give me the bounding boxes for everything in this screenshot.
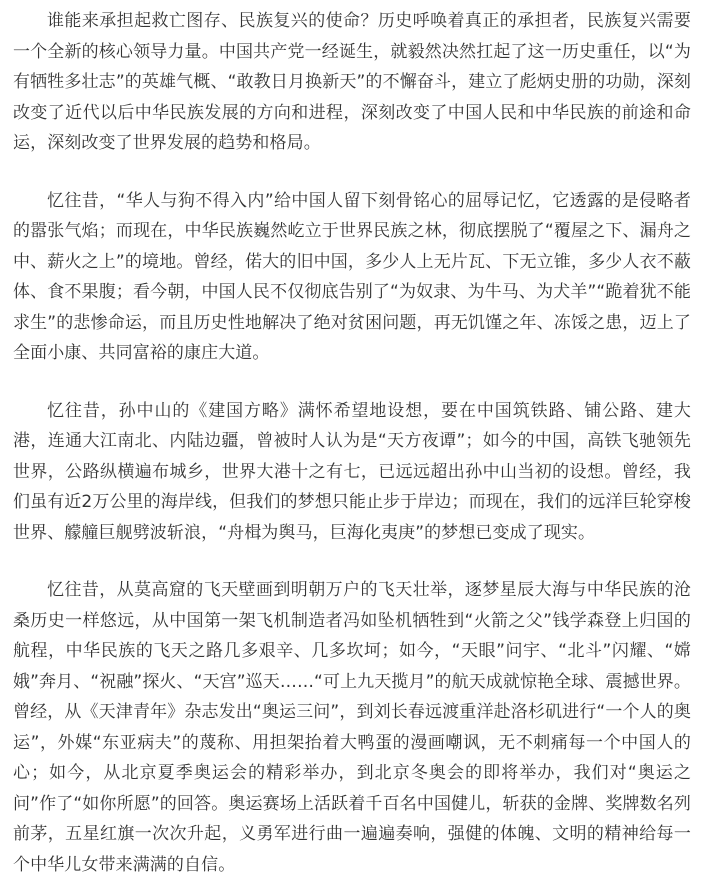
article-paragraph: 忆往昔，“华人与狗不得入内”给中国人留下刻骨铭心的屈辱记忆，它透露的是侵略者的嚣张气焰；而现在，中华民族巍然屹立于世界民族之林，彻底摆脱了“覆屋之下、漏舟之中、薪火之上”的境地。曾经，偌大的旧中国，多少人上无片瓦、下无立锥，多少人衣不蔽体、食不果腹；看今朝，中国人民不仅彻底告别了“为奴隶、为牛马、为犬羊”“跪着犹不能求生”的悲惨命运，而且历史性地解决了绝对贫困问题，再无饥馑之年、冻馁之患，迈上了全面小康、共同富裕的康庄大道。 [13,190,691,363]
article-paragraph: 忆往昔，孙中山的《建国方略》满怀希望地设想，要在中国筑铁路、铺公路、建大港，连通大江南北、内陆边疆，曾被时人认为是“天方夜谭”；如今的中国，高铁飞驰领先世界，公路纵横遍布城乡，世界大港十之有七，已远远超出孙中山当初的设想。曾经，我们虽有近2万公里的海岸线，但我们的梦想只能止步于岸边；而现在，我们的远洋巨轮穿梭世界、艨艟巨舰劈波斩浪，“舟楫为舆马，巨海化夷庚”的梦想已变成了现实。 [13,400,691,543]
article-paragraph: 谁能来承担起救亡图存、民族复兴的使命？历史呼唤着真正的承担者，民族复兴需要一个全新的核心领导力量。中国共产党一经诞生，就毅然决然扛起了这一历史重任，以“为有牺牲多壮志”的英雄气概、“敢教日月换新天”的不懈奋斗，建立了彪炳史册的功勋，深刻改变了近代以后中华民族发展的方向和进程，深刻改变了中国人民和中华民族的前途和命运，深刻改变了世界发展的趋势和格局。 [13,11,691,153]
article-paragraph: 忆往昔，从莫高窟的飞天壁画到明朝万户的飞天壮举，逐梦星辰大海与中华民族的沧桑历史一样悠远，从中国第一架飞机制造者冯如坠机牺牲到“火箭之父”钱学森登上归国的航程，中华民族的飞天之路几多艰辛、几多坎坷；如今，“天眼”问宇、“北斗”闪耀、“嫦娥”奔月、“祝融”探火、“天宫”巡天……“可上九天揽月”的航天成就惊艳全球、震撼世界。曾经，从《天津青年》杂志发出“奥运三问”，到刘长春远渡重洋赴洛杉矶进行“一个人的奥运”，外媒“东亚病夫”的蔑称、用担架抬着大鸭蛋的漫画嘲讽，无不刺痛每一个中国人的心；如今，从北京夏季奥运会的精彩举办，到北京冬奥会的即将举办，我们对“奥运之问”作了“如你所愿”的回答。奥运赛场上活跃着千百名中国健儿，斩获的金牌、奖牌数名列前茅，五星红旗一次次升起，义勇军进行曲一遍遍奏响，强健的体魄、文明的精神给每一个中华儿女带来满满的自信。 [13,580,691,875]
